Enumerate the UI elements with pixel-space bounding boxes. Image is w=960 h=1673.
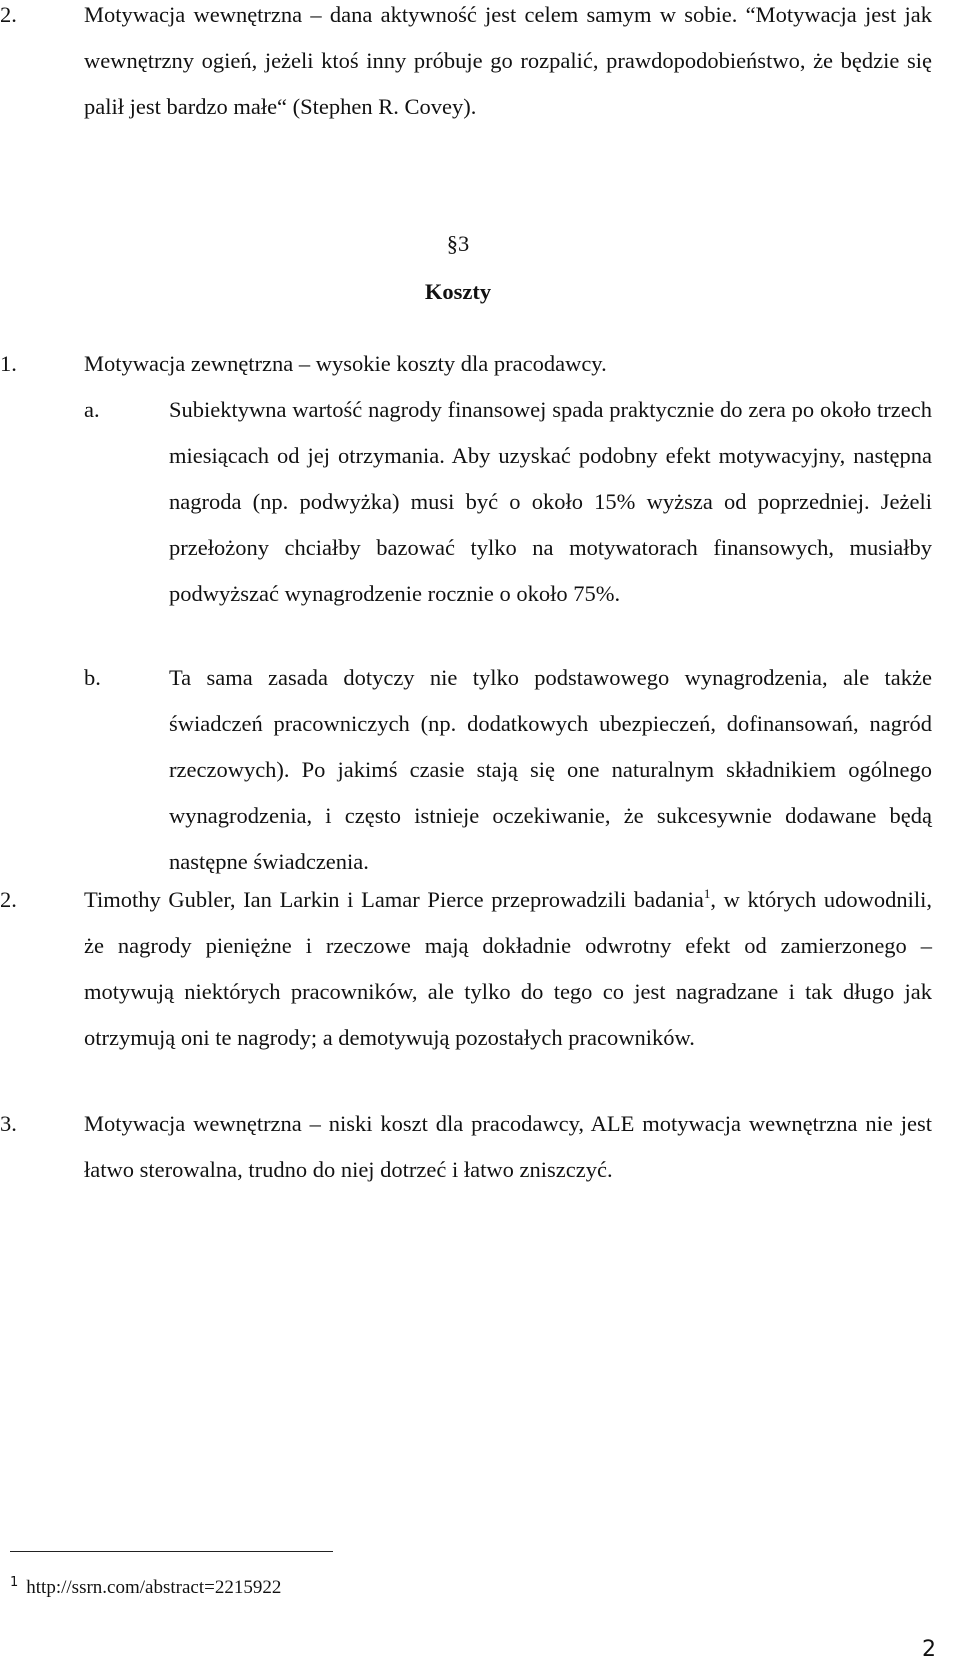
sub-item-letter: b. xyxy=(84,665,101,690)
sub-item-letter: a. xyxy=(84,397,100,422)
list-item-2 xyxy=(0,877,932,1061)
footnote-divider xyxy=(10,1551,333,1552)
list-item-text: Motywacja wewnętrzna – niski koszt dla pracodawcy, ALE motywacja wewnętrzna nie jest łatwo sterowalna, trudno do niej dotrzeć i łatwo zniszczyć. xyxy=(84,1111,932,1182)
footnote xyxy=(10,1568,281,1603)
list-item-text: Motywacja wewnętrzna – dana aktywność jest celem samym w sobie. “Motywacja jest jak wewnętrzny ogień, jeżeli ktoś inny próbuje go rozpalić, prawdopodobieństwo, że będzie się palił jest bardzo małe“ (Stephen R. Covey). xyxy=(84,2,932,119)
section-title: Koszty xyxy=(424,279,492,304)
sub-item-text: Subiektywna wartość nagrody finansowej spada praktycznie do zera po około trzech miesiącach od jej otrzymania. Aby uzyskać podobny efekt motywacyjny, następna nagroda (np. podwyżka) musi być o około 15% wyższa od poprzedniej. Jeżeli przełożony chciałby bazować tylko na motywatorach finansowych, musiałby podwyższać wynagrodzenie rocznie o około 75%. xyxy=(169,397,932,606)
footnote-link[interactable]: http://ssrn.com/abstract=2215922 xyxy=(26,1577,282,1598)
list-item-number: 1. xyxy=(0,351,17,376)
sub-item-a xyxy=(84,387,932,617)
sub-item-text: Ta sama zasada dotyczy nie tylko podstawowego wynagrodzenia, ale także świadczeń pracowniczych (np. dodatkowych ubezpieczeń, dofinansowań, nagród rzeczowych). Po jakimś czasie stają się one naturalnym składnikiem ogólnego wynagrodzenia, i często istnieje oczekiwanie, że sukcesywnie dodawane będą następne świadczenia. xyxy=(169,665,932,874)
list-item-number: 2. xyxy=(0,887,17,912)
footnote-number: 1 xyxy=(10,1575,19,1590)
list-item-number: 3. xyxy=(0,1111,17,1136)
list-item-1 xyxy=(0,341,932,387)
list-item-text: Motywacja zewnętrzna – wysokie koszty dla pracodawcy. xyxy=(84,351,607,376)
sub-item-b xyxy=(84,655,932,885)
list-item-text-continued: , w których udowodnili, że nagrody pieniężne i rzeczowe mają dokładnie odwrotny efekt od zamierzonego – motywują niektórych pracowników, ale tylko do tego co jest nagradzane i tak długo jak otrzymują oni te nagrody; a demotywują pozostałych pracowników. xyxy=(84,887,932,1050)
list-item-3 xyxy=(0,1101,932,1193)
page-number: 2 xyxy=(922,1637,936,1662)
list-item-intro xyxy=(0,0,932,130)
footnote-reference[interactable]: 1 xyxy=(703,886,711,901)
section-mark: §3 xyxy=(446,231,470,256)
list-item-number: 2. xyxy=(0,2,17,27)
list-item-text: Timothy Gubler, Ian Larkin i Lamar Pierce przeprowadzili badania xyxy=(84,887,704,912)
